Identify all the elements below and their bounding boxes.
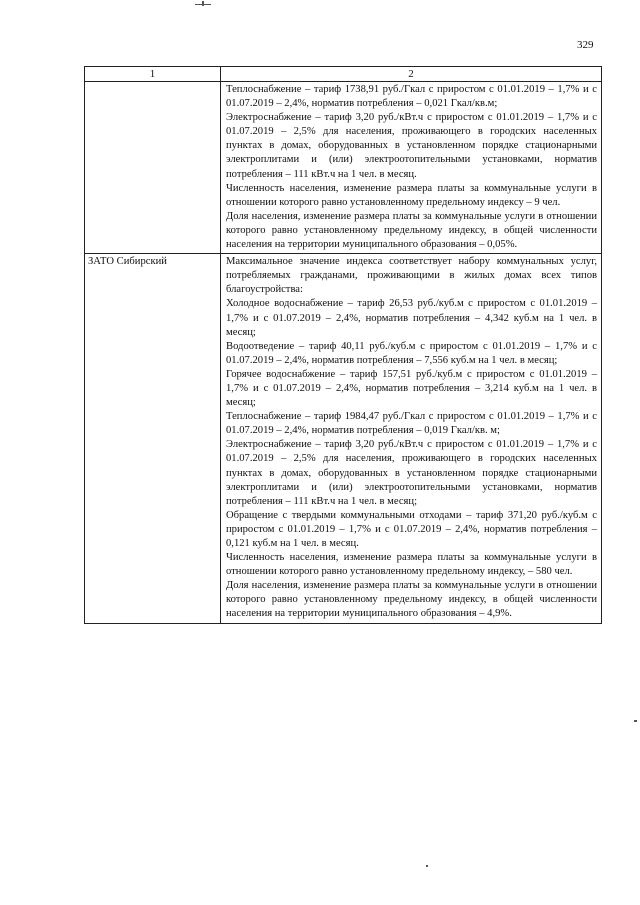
scan-mark (634, 720, 637, 722)
paragraph: Теплоснабжение – тариф 1984,47 руб./Гкал с приростом с 01.01.2019 – 1,7% и с 01.07.2019 – 2,4%, норматив потребления – 0,019 Гкал/кв. м; (226, 411, 597, 437)
paragraph: Горячее водоснабжение – тариф 157,51 руб./куб.м с приростом с 01.01.2019 – 1,7% и с 01.07.2019 – 2,4%, норматив потребления – 3,214 куб.м на 1 чел. в месяц; (226, 368, 597, 409)
paragraph: Водоотведение – тариф 40,11 руб./куб.м с приростом с 01.01.2019 – 1,7% и с 01.07.2019 – 2,4%, норматив потребления – 7,556 куб.м на 1 чел. в месяц; (226, 340, 597, 366)
tariff-table (84, 66, 602, 624)
table-row (85, 82, 602, 254)
paragraph: Теплоснабжение – тариф 1738,91 руб./Гкал с приростом с 01.01.2019 – 1,7% и с 01.07.2019 – 2,4%, норматив потребления – 0,021 Гкал/кв.м; (226, 84, 597, 110)
paragraph: Холодное водоснабжение – тариф 26,53 руб./куб.м с приростом с 01.01.2019 – 1,7% и с 01.07.2019 – 2,4%, норматив потребления – 4,342 куб.м на 1 чел. в месяц; (226, 298, 597, 338)
paragraph: Обращение с твердыми коммунальными отходами – тариф 371,20 руб./куб.м с приростом с 01.01.2019 – 1,7% и с 01.07.2019 – 2,4%, норматив потребления – 0,121 куб.м на 1 чел. в месяц. (226, 509, 597, 549)
municipality-cell: ЗАТО Сибирский (85, 254, 221, 623)
scan-mark (202, 1, 204, 6)
paragraph: Максимальное значение индекса соответствует набору коммунальных услуг, потребляемых гражданами, проживающими в жилых домах всех типов благоустройства: (226, 256, 597, 296)
paragraph: Доля населения, изменение размера платы за коммунальные услуги в отношении которого равно установленному предельному индексу, в общей численности населения на территории муниципального образования – 4,9%. (226, 580, 597, 620)
header-col-1: 1 (85, 67, 221, 82)
description-cell (221, 254, 602, 623)
paragraph: Численность населения, изменение размера платы за коммунальные услуги в отношении которого равно установленному предельному индексу, – 580 чел. (226, 552, 597, 578)
paragraph: Численность населения, изменение размера платы за коммунальные услуги в отношении которого равно установленному предельному индексу – 9 чел. (226, 182, 597, 208)
description-cell (221, 82, 602, 254)
header-col-2: 2 (221, 67, 602, 82)
municipality-cell (85, 82, 221, 254)
paragraph: Доля населения, изменение размера платы за коммунальные услуги в отношении которого равно установленному предельному индексу, в общей численности населения на территории муниципального образования – 0,05%. (226, 210, 597, 251)
page-number: 329 (577, 39, 594, 51)
table-header-row (85, 67, 602, 82)
paragraph: Электроснабжение – тариф 3,20 руб./кВт.ч с приростом с 01.01.2019 – 1,7% и с 01.07.2019 – 2,5% для населения, проживающего в городских населенных пунктах в домах, оборудованных в установленном порядке стационарными электроплитами и (или) электроотопительными установками, норматив потребления – 111 кВт.ч на 1 чел. в месяц; (226, 439, 597, 507)
paragraph: Электроснабжение – тариф 3,20 руб./кВт.ч с приростом с 01.01.2019 – 1,7% и с 01.07.2019 – 2,5% для населения, проживающего в городских населенных пунктах в домах, оборудованных в установленном порядке стационарными электроплитами и (или) электроотопительными установками, норматив потребления – 111 кВт.ч на 1 чел. в месяц. (226, 112, 597, 180)
table-row (85, 254, 602, 623)
scan-mark (426, 865, 428, 867)
